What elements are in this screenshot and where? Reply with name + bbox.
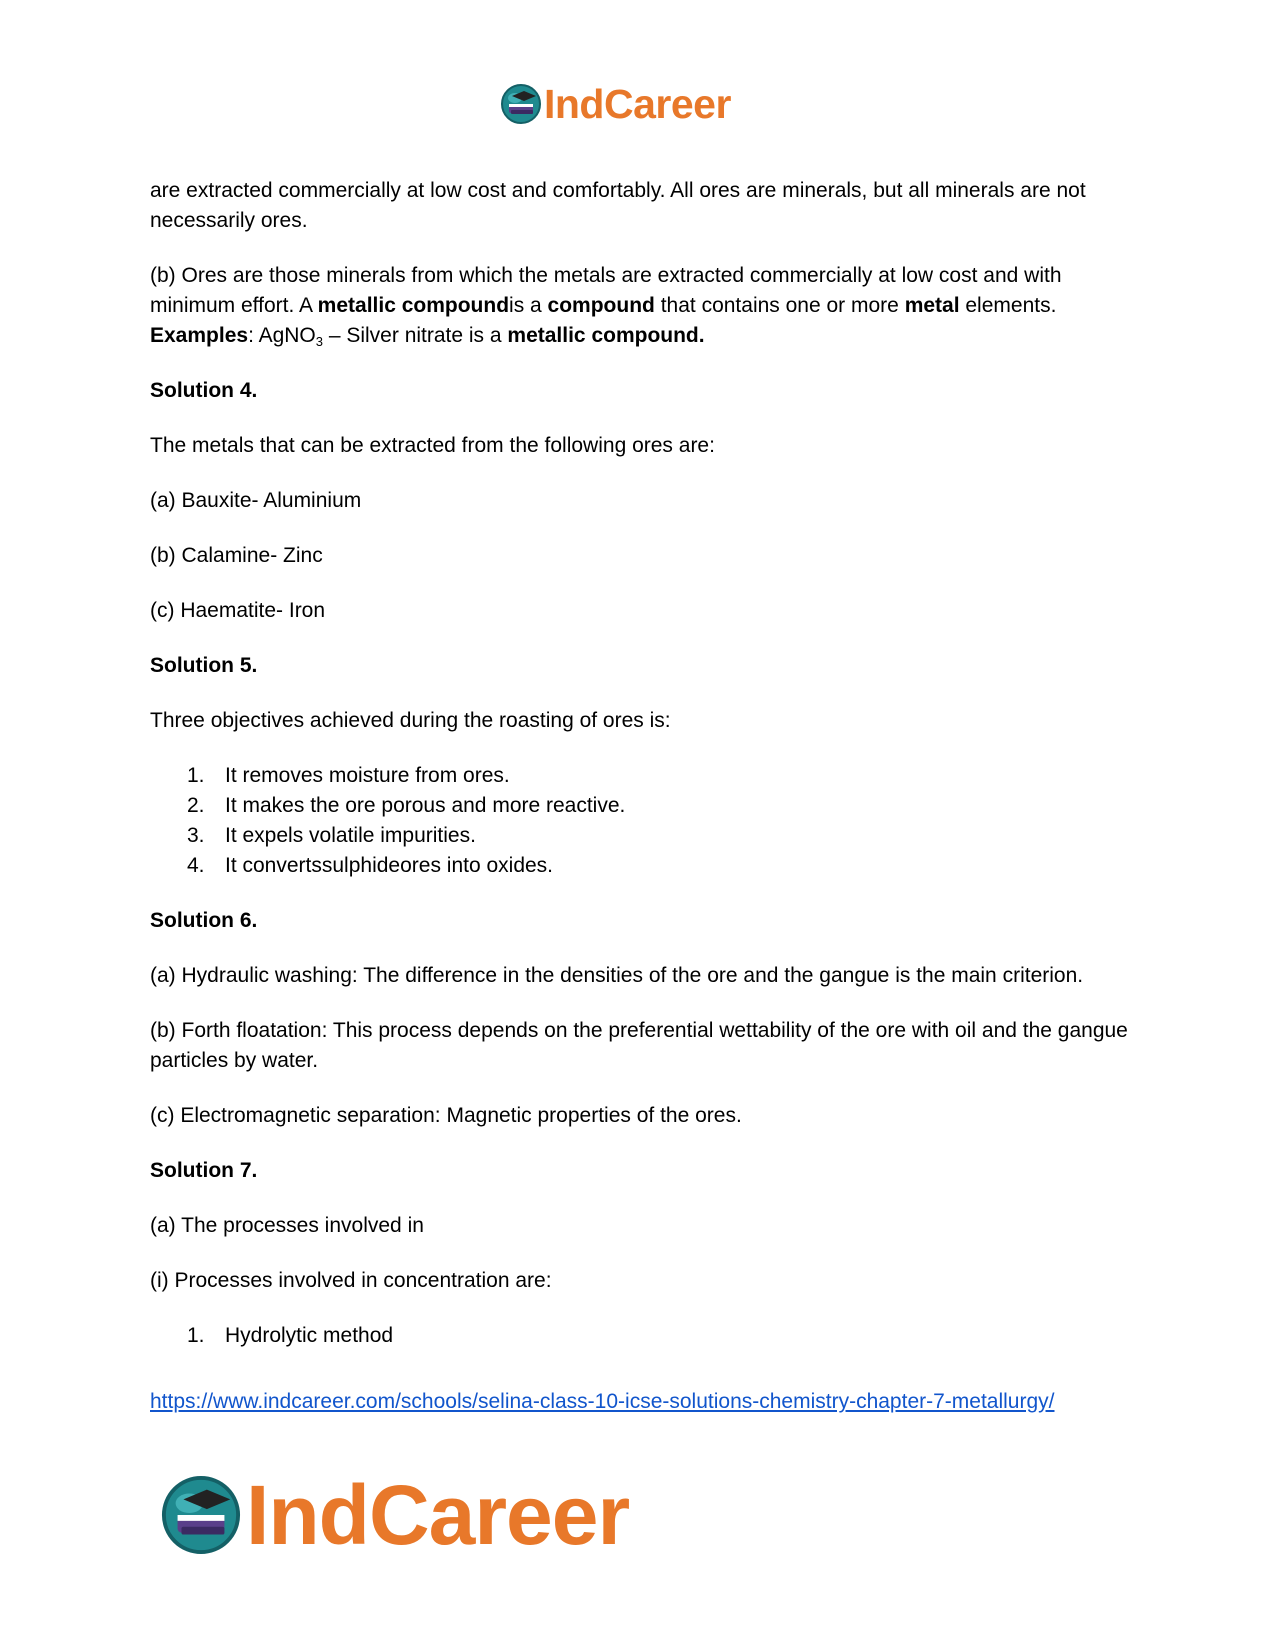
paragraph: are extracted commercially at low cost and comfortably. All ores are minerals, but all minerals are not necessarily ores. <box>150 179 1086 232</box>
brand-name: IndCareer <box>544 80 731 127</box>
section-heading: Solution 4. <box>150 379 258 402</box>
answer-item: (c) Haematite- Iron <box>150 599 326 622</box>
brand-name: IndCareer <box>246 1467 630 1562</box>
list-item: 4. It convertssulphideores into oxides. <box>187 854 554 877</box>
answer-item: (a) Hydraulic washing: The difference in the densities of the ore and the gangue is the main criterion. <box>150 964 1084 987</box>
numbered-list <box>150 1321 1130 1351</box>
list-item: 3. It expels volatile impurities. <box>187 824 476 847</box>
answer-item: (b) Calamine- Zinc <box>150 544 323 567</box>
section-heading: Solution 6. <box>150 909 258 932</box>
section-heading: Solution 5. <box>150 654 258 677</box>
paragraph-ores-definition: (b) Ores are those minerals from which the metals are extracted commercially at low cost and with minimum effort. A metallic compoundis a compound that contains one or more metal elements. Examples: AgNO$_3$ – Silver nitrate is a metallic compound. <box>150 264 1062 349</box>
answer-item: (i) Processes involved in concentration are: <box>150 1269 552 1292</box>
footer-logo <box>160 1467 630 1562</box>
section-heading: Solution 7. <box>150 1159 258 1182</box>
answer-item: (c) Electromagnetic separation: Magnetic properties of the ores. <box>150 1104 742 1127</box>
list-item: 2. It makes the ore porous and more reactive. <box>187 794 626 817</box>
source-url-link[interactable]: https://www.indcareer.com/schools/selina-class-10-icse-solutions-chemistry-chapter-7-metallurgy/ <box>150 1390 1055 1413</box>
answer-item: (a) The processes involved in <box>150 1214 424 1237</box>
list-item: 1. Hydrolytic method <box>187 1324 394 1347</box>
numbered-list <box>150 761 1130 881</box>
paragraph: Three objectives achieved during the roasting of ores is: <box>150 709 671 732</box>
paragraph: The metals that can be extracted from the following ores are: <box>150 434 715 457</box>
globe-book-icon <box>160 1474 242 1556</box>
list-item: 1. It removes moisture from ores. <box>187 764 510 787</box>
header-logo <box>500 80 731 128</box>
globe-book-icon <box>500 83 542 125</box>
answer-item: (a) Bauxite- Aluminium <box>150 489 362 512</box>
document-body <box>150 176 1130 1351</box>
answer-item: (b) Forth floatation: This process depends on the preferential wettability of the ore with oil and the gangue particles by water. <box>150 1019 1128 1072</box>
